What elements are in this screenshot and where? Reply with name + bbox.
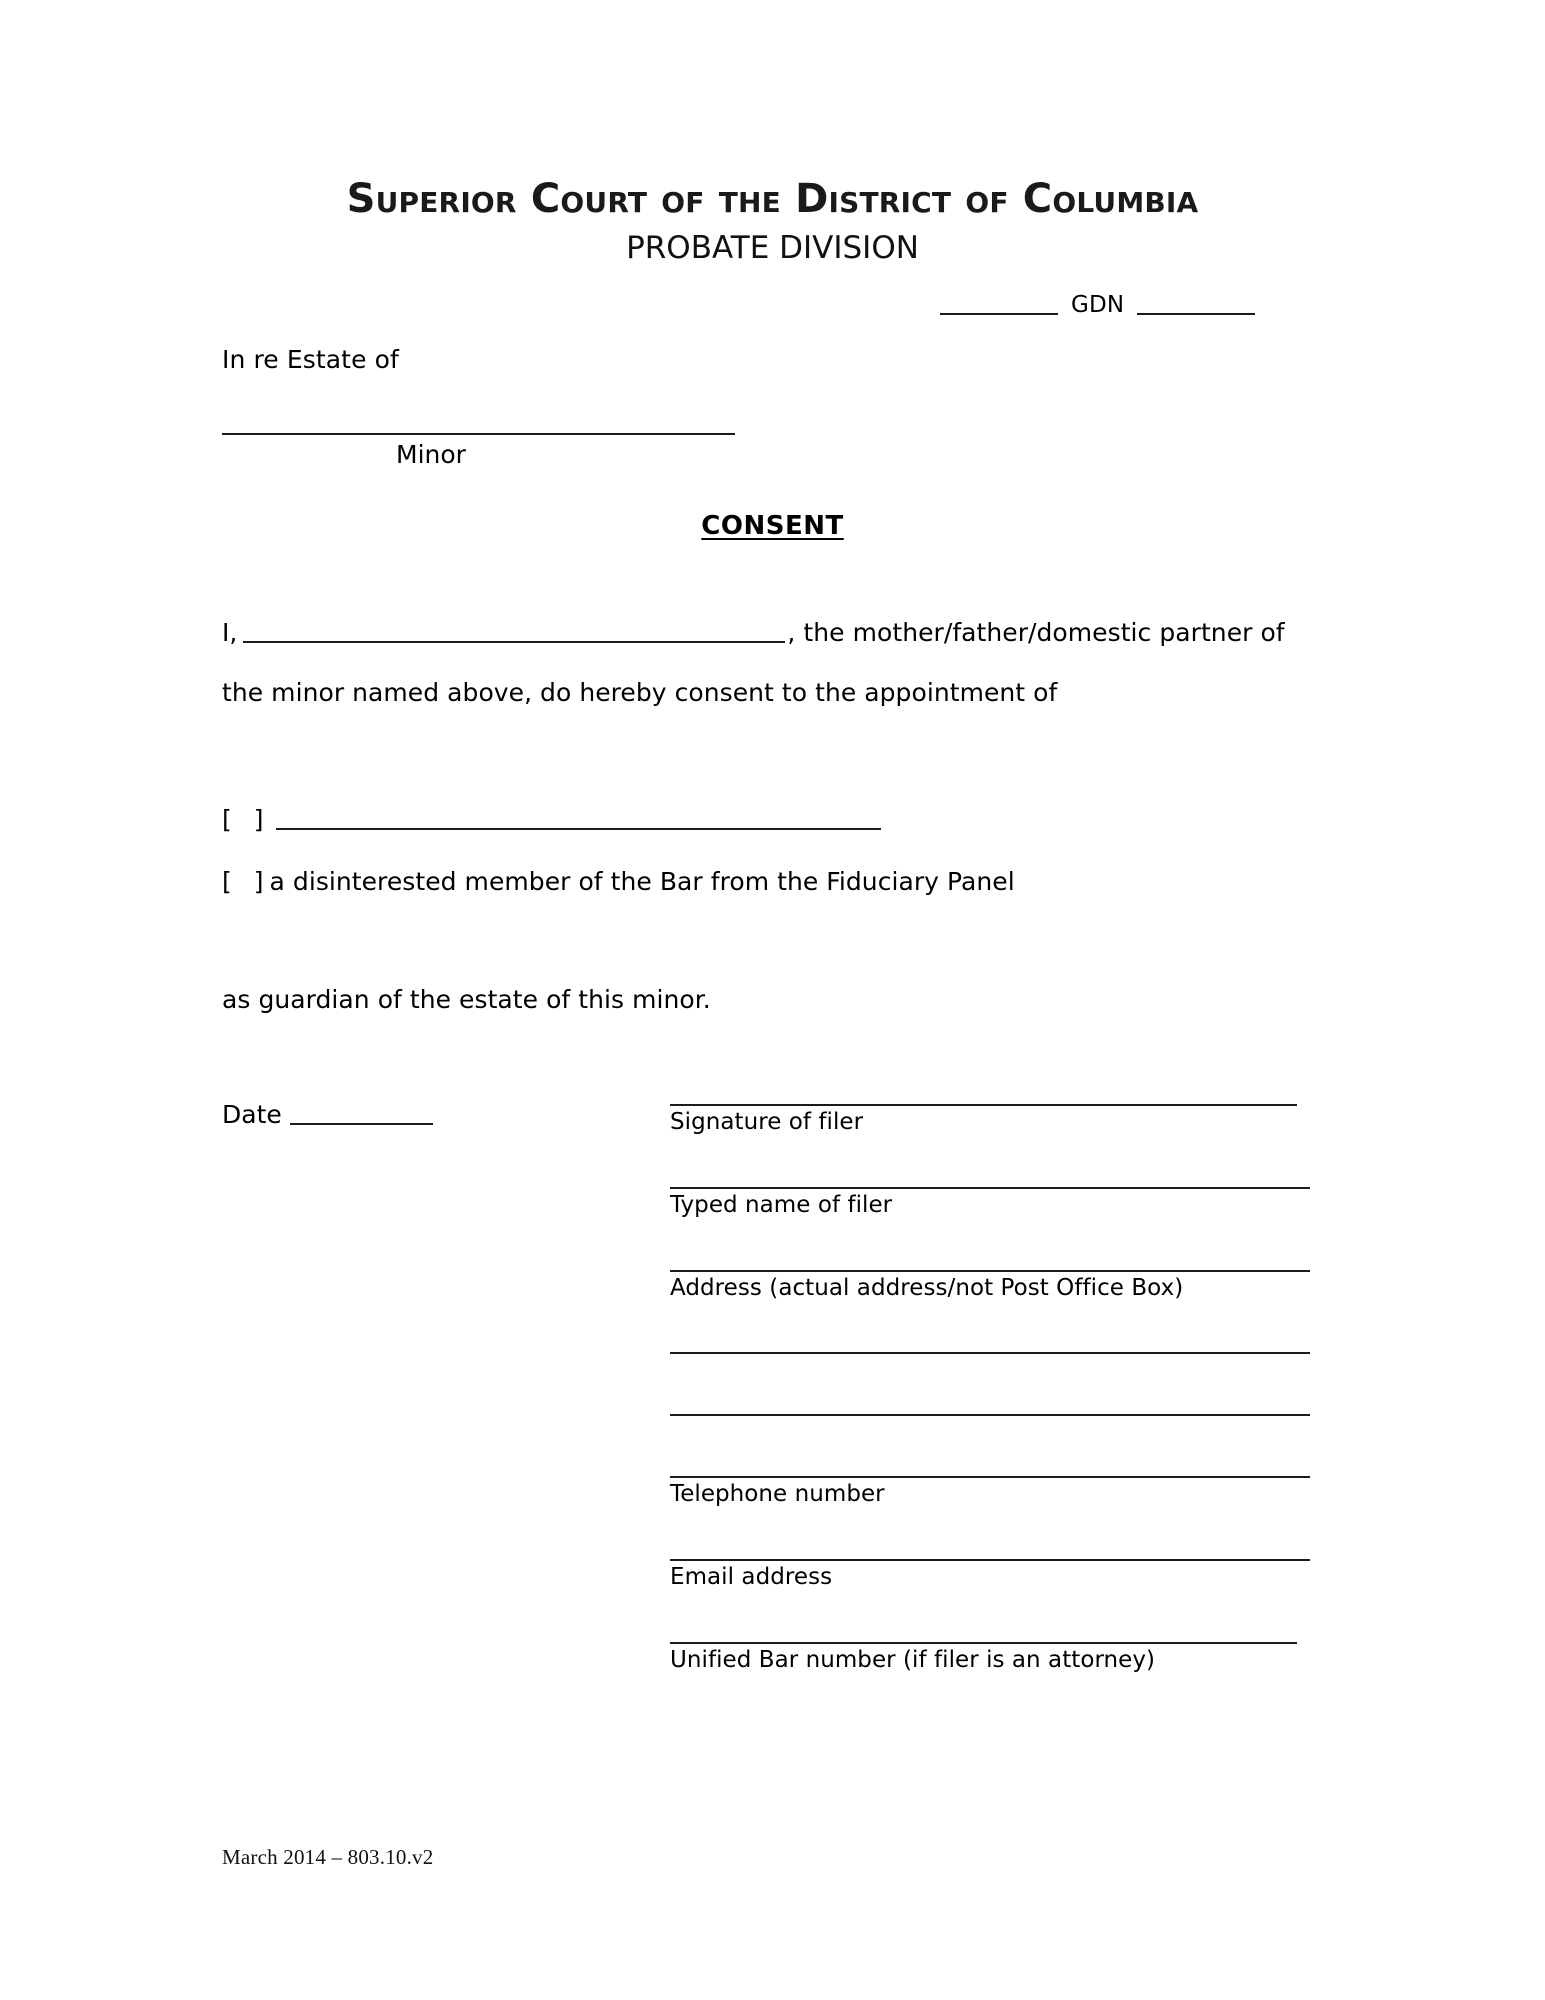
typed-name-of-filer-label: Typed name of filer — [670, 1191, 893, 1218]
email-address-label: Email address — [670, 1564, 833, 1591]
typed-name-of-filer-item — [670, 1187, 1310, 1218]
division-title: PROBATE DIVISION — [626, 230, 919, 266]
date-field[interactable] — [290, 1105, 433, 1125]
bar-number-item — [670, 1642, 1310, 1673]
consent-closing-line: as guardian of the estate of this minor. — [222, 985, 711, 1014]
bar-number-label: Unified Bar number (if filer is an attorney) — [670, 1647, 1156, 1674]
email-address-item — [670, 1559, 1310, 1590]
address-line-3-item — [670, 1414, 1310, 1420]
signature-block — [670, 1104, 1310, 1673]
bracket-right-icon: ] — [253, 867, 264, 896]
signature-of-filer-item — [670, 1104, 1310, 1135]
minor-label: Minor — [396, 440, 466, 469]
bracket-left-icon: [ — [222, 805, 232, 834]
document-heading: CONSENT — [701, 511, 844, 541]
form-revision-footer: March 2014 – 803.10.v2 — [222, 1845, 434, 1869]
checkbox-fiduciary-panel[interactable] — [222, 867, 264, 896]
option-fiduciary-panel-label: a disinterested member of the Bar from the Fiduciary Panel — [269, 867, 1015, 896]
estate-name-field[interactable] — [222, 433, 735, 435]
option-named-guardian[interactable] — [222, 805, 881, 834]
date-label: Date — [222, 1100, 282, 1129]
case-number-prefix-field[interactable] — [940, 293, 1058, 315]
address-item — [670, 1270, 1310, 1301]
case-number-suffix-field[interactable] — [1137, 293, 1255, 315]
telephone-number-item — [670, 1476, 1310, 1507]
case-number-row — [940, 292, 1255, 318]
checkbox-named-guardian[interactable] — [222, 805, 264, 834]
intro-prefix-text: I, — [222, 618, 238, 647]
court-title: Superior Court of the District of Columbia — [346, 176, 1199, 222]
address-line-3-label — [670, 1416, 1310, 1420]
address-line-2-label — [670, 1354, 1310, 1358]
address-label: Address (actual address/not Post Office Box) — [670, 1274, 1184, 1301]
date-row — [222, 1100, 433, 1129]
option-fiduciary-panel[interactable] — [222, 867, 1015, 896]
case-number-label: GDN — [1071, 292, 1125, 318]
named-guardian-field[interactable] — [276, 810, 881, 830]
in-re-estate-label: In re Estate of — [222, 345, 399, 374]
intro-suffix-text: , the mother/father/domestic partner of — [787, 618, 1285, 647]
signature-of-filer-label: Signature of filer — [670, 1109, 864, 1135]
telephone-number-label: Telephone number — [670, 1481, 885, 1508]
consent-continuation-line: the minor named above, do hereby consent to the appointment of — [222, 678, 1058, 707]
bracket-left-icon: [ — [222, 867, 232, 896]
bracket-right-icon: ] — [253, 805, 264, 834]
consenting-party-name-field[interactable] — [243, 623, 785, 643]
consent-intro-line — [222, 618, 1285, 647]
document-header — [0, 178, 1545, 265]
address-line-2-item — [670, 1352, 1310, 1358]
